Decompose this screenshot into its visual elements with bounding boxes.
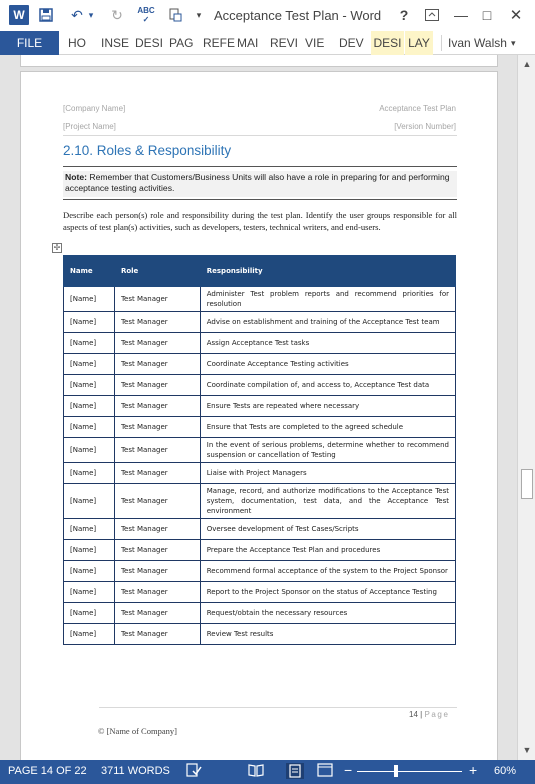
table-row: [64, 333, 456, 354]
cell-role[interactable]: Test Manager: [114, 287, 200, 312]
cell-name[interactable]: [Name]: [64, 438, 115, 463]
cell-responsibility[interactable]: Manage, record, and authorize modifications to the Acceptance Test system, documentation, test data, and the Acceptance Test environment: [200, 484, 455, 519]
undo-dropdown-icon[interactable]: ▾: [88, 9, 94, 20]
cell-responsibility[interactable]: Request/obtain the necessary resources: [200, 603, 455, 624]
maximize-button[interactable]: □: [482, 7, 492, 23]
close-button[interactable]: ✕: [509, 7, 523, 24]
cell-responsibility[interactable]: Coordinate compilation of, and access to, Acceptance Test data: [200, 375, 455, 396]
ribbon-display-options-icon[interactable]: [424, 5, 440, 25]
cell-responsibility[interactable]: Prepare the Acceptance Test Plan and procedures: [200, 540, 455, 561]
page-separator: |: [417, 710, 425, 719]
table-header-row: [64, 256, 456, 287]
table-row: [64, 582, 456, 603]
table-row: [64, 519, 456, 540]
cell-responsibility[interactable]: Assign Acceptance Test tasks: [200, 333, 455, 354]
cell-role[interactable]: Test Manager: [114, 375, 200, 396]
zoom-slider-thumb[interactable]: [394, 765, 398, 777]
cell-role[interactable]: Test Manager: [114, 354, 200, 375]
header-divider: [63, 135, 457, 136]
status-bar: [0, 760, 535, 784]
cell-responsibility[interactable]: Ensure Tests are repeated where necessary: [200, 396, 455, 417]
cell-role[interactable]: Test Manager: [114, 438, 200, 463]
ribbon-separator: [441, 35, 442, 51]
vertical-scrollbar[interactable]: [517, 55, 535, 760]
document-page[interactable]: [20, 71, 498, 760]
tab-file[interactable]: FILE: [0, 31, 59, 55]
section-heading[interactable]: 2.10. Roles & Responsibility: [63, 143, 232, 158]
scroll-up-arrow-icon[interactable]: ▲: [522, 59, 532, 69]
tab-table-layout[interactable]: LAY: [405, 31, 433, 55]
header-document-title[interactable]: Acceptance Test Plan: [379, 104, 456, 113]
cell-name[interactable]: [Name]: [64, 540, 115, 561]
zoom-slider[interactable]: [357, 771, 462, 772]
minimize-button[interactable]: —: [454, 7, 468, 23]
tab-design[interactable]: DESI: [135, 36, 164, 50]
header-company-name[interactable]: [Company Name]: [63, 104, 126, 113]
table-row: [64, 463, 456, 484]
footer-company[interactable]: © [Name of Company]: [98, 726, 177, 736]
table-row: [64, 603, 456, 624]
cell-name[interactable]: [Name]: [64, 582, 115, 603]
table-row: [64, 375, 456, 396]
tab-review[interactable]: REVI: [270, 36, 299, 50]
column-header-role[interactable]: Role: [114, 256, 200, 287]
title-bar: [0, 0, 535, 31]
table-row: [64, 561, 456, 582]
note-text: Remember that Customers/Business Units will also have a role in preparing for and performing acceptance testing activities.: [65, 172, 450, 193]
cell-name[interactable]: [Name]: [64, 484, 115, 519]
word-count-status[interactable]: 3711 WORDS: [101, 765, 170, 777]
cell-responsibility[interactable]: Oversee development of Test Cases/Scripts: [200, 519, 455, 540]
tab-home[interactable]: HO: [68, 36, 86, 50]
cell-role[interactable]: Test Manager: [114, 603, 200, 624]
word-logo-icon[interactable]: W: [9, 5, 29, 25]
page-count-status[interactable]: PAGE 14 OF 22: [8, 765, 87, 777]
cell-responsibility[interactable]: Coordinate Acceptance Testing activities: [200, 354, 455, 375]
window-title: Acceptance Test Plan - Word: [214, 8, 382, 23]
header-project-name[interactable]: [Project Name]: [63, 122, 116, 131]
cell-responsibility[interactable]: Administer Test problem reports and recommend priorities for resolution: [200, 287, 455, 312]
save-icon[interactable]: [37, 5, 55, 25]
zoom-in-button[interactable]: +: [469, 762, 478, 778]
footer-page-number[interactable]: [409, 710, 450, 719]
cell-responsibility[interactable]: Liaise with Project Managers: [200, 463, 455, 484]
table-row: [64, 540, 456, 561]
description-paragraph[interactable]: Describe each person(s) role and responsibility during the test plan. Identify the user groups responsible for all aspects of test plan(s) activities, such as developers, testers, technical writers, and end-users.: [63, 210, 457, 232]
cell-name[interactable]: [Name]: [64, 333, 115, 354]
cell-name[interactable]: [Name]: [64, 287, 115, 312]
table-row: [64, 438, 456, 463]
table-row: [64, 287, 456, 312]
cell-name[interactable]: [Name]: [64, 417, 115, 438]
redo-icon[interactable]: ↻: [111, 6, 123, 23]
cell-responsibility[interactable]: Report to the Project Sponsor on the status of Acceptance Testing: [200, 582, 455, 603]
cell-role[interactable]: Test Manager: [114, 519, 200, 540]
cell-responsibility[interactable]: Recommend formal acceptance of the system to the Project Sponsor: [200, 561, 455, 582]
user-dropdown-icon[interactable]: ▾: [511, 37, 516, 48]
format-painter-icon[interactable]: [166, 5, 184, 25]
read-mode-icon[interactable]: [248, 763, 264, 780]
table-row: [64, 354, 456, 375]
cell-role[interactable]: Test Manager: [114, 624, 200, 645]
cell-role[interactable]: Test Manager: [114, 463, 200, 484]
tab-insert[interactable]: INSE: [101, 36, 130, 50]
cell-name[interactable]: [Name]: [64, 603, 115, 624]
proofing-book-icon[interactable]: [186, 763, 202, 780]
cell-role[interactable]: Test Manager: [114, 484, 200, 519]
cell-name[interactable]: [Name]: [64, 375, 115, 396]
print-layout-icon[interactable]: [286, 763, 304, 782]
cell-name[interactable]: [Name]: [64, 519, 115, 540]
footer-divider: [99, 707, 457, 708]
spelling-abc-icon[interactable]: ABC ✓: [137, 6, 155, 24]
zoom-level[interactable]: 60%: [494, 765, 517, 777]
cell-responsibility[interactable]: Review Test results: [200, 624, 455, 645]
tab-references[interactable]: REFE: [203, 36, 236, 50]
scrollbar-thumb[interactable]: [521, 469, 533, 499]
table-row: [64, 417, 456, 438]
roles-table[interactable]: [63, 255, 456, 645]
cell-role[interactable]: Test Manager: [114, 396, 200, 417]
table-move-handle-icon[interactable]: ✢: [53, 243, 61, 252]
cell-name[interactable]: [Name]: [64, 312, 115, 333]
cell-responsibility[interactable]: Advise on establishment and training of the Acceptance Test team: [200, 312, 455, 333]
web-layout-icon[interactable]: [317, 763, 333, 780]
cell-role[interactable]: Test Manager: [114, 417, 200, 438]
table-row: [64, 484, 456, 519]
note-box[interactable]: [63, 171, 457, 197]
user-account-name[interactable]: Ivan Walsh: [448, 36, 507, 50]
tab-page-layout[interactable]: PAG: [169, 36, 194, 50]
help-button[interactable]: ?: [399, 7, 409, 23]
cell-name[interactable]: [Name]: [64, 354, 115, 375]
previous-page-edge: [20, 55, 498, 67]
table-body: [64, 287, 456, 645]
page-number: 14: [409, 710, 418, 719]
cell-responsibility[interactable]: In the event of serious problems, determine whether to recommend suspension or cancellation of Testing: [200, 438, 455, 463]
cell-role[interactable]: Test Manager: [114, 333, 200, 354]
scroll-down-arrow-icon[interactable]: ▼: [522, 745, 532, 755]
zoom-out-button[interactable]: −: [344, 762, 353, 778]
cell-name[interactable]: [Name]: [64, 561, 115, 582]
header-version-number[interactable]: [Version Number]: [394, 122, 456, 131]
cell-responsibility[interactable]: Ensure that Tests are completed to the agreed schedule: [200, 417, 455, 438]
tab-view[interactable]: VIE: [305, 36, 325, 50]
note-label: Note:: [65, 172, 87, 182]
tab-mailings[interactable]: MAI: [237, 36, 259, 50]
table-row: [64, 312, 456, 333]
cell-name[interactable]: [Name]: [64, 624, 115, 645]
tab-table-design[interactable]: DESI: [371, 31, 404, 55]
page-word: Page: [424, 710, 450, 719]
tab-developer[interactable]: DEV: [339, 36, 364, 50]
cell-name[interactable]: [Name]: [64, 463, 115, 484]
note-divider: [63, 199, 457, 200]
column-header-responsibility[interactable]: Responsibility: [200, 256, 455, 287]
customize-toolbar-dropdown-icon[interactable]: ▾: [196, 9, 202, 20]
undo-icon[interactable]: ↶: [71, 6, 83, 23]
cell-name[interactable]: [Name]: [64, 396, 115, 417]
cell-role[interactable]: Test Manager: [114, 582, 200, 603]
table-row: [64, 396, 456, 417]
table-row: [64, 624, 456, 645]
document-area[interactable]: [0, 55, 517, 760]
cell-role[interactable]: Test Manager: [114, 561, 200, 582]
cell-role[interactable]: Test Manager: [114, 312, 200, 333]
ribbon-tabs: [0, 31, 535, 55]
heading-divider: [63, 166, 457, 167]
cell-role[interactable]: Test Manager: [114, 540, 200, 561]
column-header-name[interactable]: Name: [64, 256, 115, 287]
